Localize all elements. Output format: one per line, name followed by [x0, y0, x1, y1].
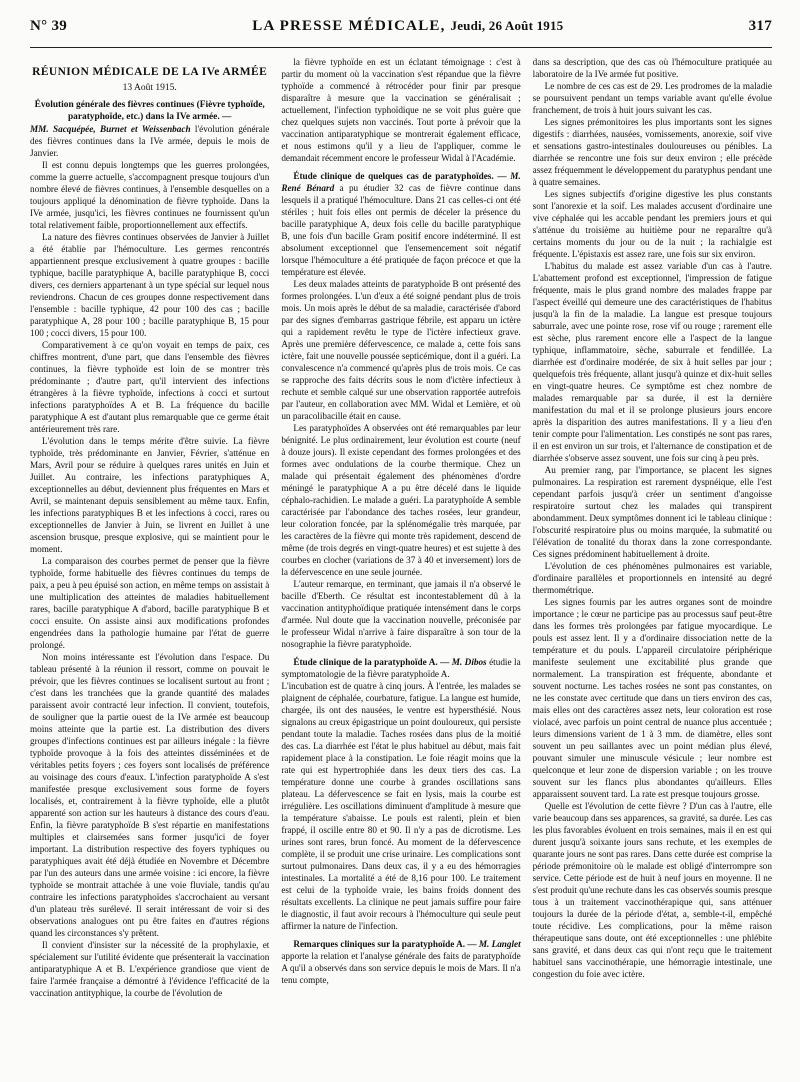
column-3	[533, 56, 772, 1074]
article-date: 13 Août 1915.	[122, 83, 177, 93]
section1-intro: l'évolution générale des fièvres continues dans la IVe armée, depuis le mois de Janvier.	[30, 124, 270, 158]
section4-heading-paragraph	[281, 938, 520, 986]
section2-body	[281, 278, 520, 650]
paragraph: Comparativement à ce qu'on voyait en temps de paix, ces chiffres montrent, d'une part, que dans l'ensemble des fièvres continues, la fièvre typhoïde est loin de se montrer très prédominante ; d'autre part, qu'il intervient des infections étrangères à la fièvre typhoïde, infections à cocci et surtout infections paratyphoïdes A et B. La fréquence du bacille paratyphique A est d'autant plus remarquable que ce germe était antérieurement très rare.	[30, 340, 270, 434]
paragraph: Non moins intéressante est l'évolution dans l'espace. Du tableau présenté à la réunion il ressort, comme on pouvait le prévoir, que les fièvres continues se localisent surtout au front ; c'est dans les tranchées que la grande quantité des malades paraissent avoir contracté leur infection. Il convient, toutefois, de souligner que la partie ouest de la IVe armée est beaucoup moins atteinte que la partie est. La distribution des divers groupes d'infections continues est par ailleurs inégale : la fièvre typhoïde provoque à la fois des atteintes disséminées et de véritables petits foyers ; ces foyers sont localisés de préférence au voisinage des cours d'eaux. L'infection paratyphoïde A s'est manifestée presque exclusivement sous forme de foyers localisés, et, contrairement à la fièvre typhoïde, elle a plutôt apparenté son action sur les hauteurs à distance des cours d'eau. Enfin, la fièvre paratyphoïde B s'est répartie en manifestations multiples et clairsemées sans former jusqu'ici de foyer important. La distribution respective des foyers typhiques ou paratyphiques avait été déjà étudiée en Novembre et Décembre par l'un des auteurs dans une armée voisine : ici encore, la fièvre typhoïde se montrait attachée à une voie fluviale, tandis qu'au contraire les infections paratyphoïdes s'accrochaient au versant d'un plateau très surélevé. Il serait intéressant de voir si des observations analogues ont pu être faites en d'autres régions quand les circonstances s'y prêtent.	[30, 652, 270, 938]
journal-title: LA PRESSE MÉDICALE,	[252, 18, 446, 34]
paragraph: Quelle est l'évolution de cette fièvre ? D'un cas à l'autre, elle varie beaucoup dans ses apparences, sa gravité, sa durée. Les cas les plus favorables évoluent en trois semaines, mais il en est qui durent jusqu'à soixante jours sans rechute, et les exemples de quarante jours ne sont pas rares. Dans cette durée est comprise la période prémonitoire où le malade est obligé d'interrompre son service. Cette période est de huit à neuf jours en moyenne. Il ne s'est produit qu'une rechute dans les cas observés soumis presque tous à un traitement vaccinothérapique qui, sans atténuer toujours la durée de la période d'état, a, semble-t-il, empêché toute récidive. Les complications, pour la même raison thérapeutique sans doute, ont été exceptionnelles : une phlébite sans gravité, et dans deux cas qui n'ont reçu que le traitement habituel sans vaccinothérapie, une hémorragie intestinale, une congestion du foie avec ictère.	[532, 801, 772, 979]
journal-title-line	[252, 18, 563, 35]
paragraph: L'évolution dans le temps mérite d'être suivie. La fièvre typhoïde, très prédominante en Janvier, Février, s'atténue en Mars, Avril pour se réduire à quelques rares unités en Juin et Juillet. Au contraire, les infections paratyphiques A, exceptionnelles au début, deviennent plus fréquentes en Mars et Avril, se maintenant depuis sensiblement au même taux. Enfin, les infections paratyphiques B et les infections à cocci, rares ou exceptionnelles de Janvier à Juin, se livrent en Juillet à une ascension brusque, presque explosive, qui se maintient pour le moment.	[30, 436, 270, 554]
paragraph: Il est connu depuis longtemps que les guerres prolongées, comme la guerre actuelle, s'accompagnent presque toujours d'un nombre élevé de fièvres continues, à l'ensemble desquelles on a toujours appliqué la dénomination de fièvre typhoïde. Dans la IVe armée, jusqu'ici, les fièvres continues ne fournissent qu'un total relativement faible, proportionnellement aux effectifs.	[30, 160, 270, 230]
column-3-body	[533, 56, 772, 980]
column-1	[30, 56, 269, 1074]
section4-lead: apporte la relation et l'analyse générale des faits de paratyphoïde A qu'il a observés dans son service depuis le mois de Mars. Il n'a tenu compte,	[281, 951, 521, 985]
paragraph: L'habitus du malade est assez variable d'un cas à l'autre. L'abattement profond est exceptionnel, l'impression de fatigue fréquente, mais le plus grand nombre des malades frappe par l'aspect éveillé qui demeure une des caractéristiques de l'habitus jusqu'à la fin de la maladie. La langue est presque toujours saburrale, avec une pointe rose, rose vif ou rouge ; rarement elle est sèche, plus rarement encore elle a l'aspect de la langue typhique, inflammatoire, sèche, saburrale et fendillée. La diarrhée est d'ordinaire modérée, de six à huit selles par jour ; quelquefois très fréquente, allant jusqu'à quinze et dix-huit selles en vingt-quatre heures. Ce symptôme est chez nombre de malades remarquable par sa durée, il est la dernière manifestation du mal et il se prolonge plusieurs jours encore après la disparition des autres manifestations. Il y a lieu d'en tenir compte pour l'alimentation. Les constipés ne sont pas rares, il en est environ un sur trois, et l'alternance de constipation et de diarrhée s'observe assez souvent, une fois sur cinq à peu près.	[532, 261, 772, 463]
page-number: 317	[748, 18, 772, 34]
section3-heading-paragraph	[281, 656, 520, 680]
column-2	[281, 56, 520, 1074]
section3-body	[281, 680, 520, 932]
section2-heading: Étude clinique de quelques cas de paratyphoïdes. —	[293, 171, 507, 181]
column-1-body	[30, 159, 269, 999]
section4-author: M. Langlet	[478, 939, 521, 949]
section3-heading: Étude clinique de la paratyphoïde A. —	[293, 657, 450, 667]
paragraph: Au premier rang, par l'importance, se placent les signes pulmonaires. La respiration est rarement dyspnéique, elle l'est cependant parfois jusqu'à créer un sentiment d'angoisse respiratoire surtout chez les malades qui transpirent abondamment. Deux symptômes donnent ici le tableau clinique : l'obscurité respiratoire plus ou moins marquée, la submatité ou l'élévation de tonalité du thorax dans la zone correspondante. Ces signes prédominent habituellement à droite.	[532, 465, 772, 559]
paragraph: Les signes subjectifs d'origine digestive les plus constants sont l'anorexie et la soif. Les malades accusent d'ordinaire une vive céphalée qui les accable pendant les premiers jours et qui s'atténue du troisième au huitième pour ne reparaître qu'à certains moments du jour ou de la nuit ; la rachialgie est fréquente. L'épistaxis est assez rare, une fois sur six environ.	[532, 189, 772, 259]
issue-number: N° 39	[30, 18, 68, 34]
paragraph: La comparaison des courbes permet de penser que la fièvre typhoïde, forme habituelle des fièvres continues du temps de paix, a peu à peu épuisé son action, en même temps on assistait à une multiplication des atteintes de maladies habituellement rares, bacille paratyphique A d'abord, bacille paratyphique B et cocci ensuite. On assiste ainsi aux modifications profondes engendrées dans la pathologie humaine par l'état de guerre prolongé.	[30, 556, 270, 650]
text-columns	[30, 56, 772, 1074]
section1-authors: MM. Sacquépée, Burnet et Weissenbach	[30, 124, 191, 134]
paragraph: L'évolution de ces phénomènes pulmonaires est variable, d'ordinaire parallèles et proportionnels en intensité au degré thermométrique.	[532, 561, 772, 595]
paragraph: dans sa description, que des cas où l'hémoculture pratiquée au laboratoire de la IVe armée fut positive.	[532, 57, 772, 79]
column-2-body	[281, 56, 520, 164]
section2-lead: a pu étudier 32 cas de fièvre continue dans lesquels il a pratiqué l'hémoculture. Dans 21 cas celles-ci ont été stériles ; huit fois elles ont permis de déceler la présence du bacille paratyphique A, deux fois celle du bacille paratyphique B, une fois d'un bacille Gram positif encore indéterminé. Il est absolument exceptionnel que l'ensemencement soit négatif lorsque l'hémoculture a été pratiquée de façon précoce et que la température est élevée.	[281, 183, 521, 277]
paragraph: Les paratyphoïdes A observées ont été remarquables par leur bénignité. Le plus ordinairement, leur évolution est courte (neuf à douze jours). Il existe cependant des formes prolongées et des formes avec ondulations de la courbe thermique. Chez un malade qui présentait également des phénomènes d'ordre méningé le paratyphique A a pu être décelé dans le liquide céphalo-rachidien. Le malade a guéri. La paratyphoïde A semble caractérisée par l'abondance des taches rosées, leur grandeur, leur coloration foncée, par la splénomégalie très marquée, par les caractères de la fièvre qui monte très rapidement, descend de même (de trois degrés en vingt-quatre heures) et est sujette à des courbes en clocher (variations de 37 à 40 et inversement) lors de la défervescence en une seule journée.	[281, 423, 521, 577]
section3-lead: étudie la symptomatologie de la fièvre paratyphoïde A.	[281, 657, 521, 679]
masthead	[30, 18, 772, 48]
paragraph: Les deux malades atteints de paratyphoïde B ont présenté des formes prolongées. L'un d'eux a été soigné pendant plus de trois mois. Un mois après le début de sa maladie, caractérisée d'abord par des signes d'embarras gastrique fébrile, est apparu un ictère qui a rapidement revêtu le type de l'ictère infectieux grave. Après une première défervescence, ce malade a, cette fois sans ictère, fait une nouvelle poussée septicémique, dont il a guéri. La convalescence n'a commencé qu'après plus de trois mois. Ce cas se rapproche des faits décrits sous le nom d'ictère infectieux à rechute et semble calqué sur une observation rapportée autrefois par l'auteur, en collaboration avec MM. Widal et Lemière, et où un paracolibacille était en cause.	[281, 279, 521, 421]
article-title: RÉUNION MÉDICALE DE LA IVe ARMÉE	[32, 66, 268, 78]
paragraph: Le nombre de ces cas est de 29. Les prodromes de la maladie se poursuivent pendant un temps variable avant qu'elle évolue franchement, de trois à huit jours suivant les cas.	[532, 81, 772, 115]
paragraph: L'auteur remarque, en terminant, que jamais il n'a observé le bacille d'Eberth. Ce résultat est incontestablement dû à la vaccination antityphoïdique pratiquée intensément dans le corps d'armée. Nul doute que la vaccination nouvelle, préconisée par le professeur Widal n'arrive à faire disparaître à son tour de la nosographie la fièvre paratyphoïde.	[281, 579, 521, 649]
paragraph: Il convient d'insister sur la nécessité de la prophylaxie, et spécialement sur l'utilité évidente que présenterait la vaccination antiparatyphique A et B. L'expérience grandiose que vient de faire l'armée française a démontré à l'évidence l'efficacité de la vaccination antityphique, la courbe de l'évolution de	[30, 940, 270, 998]
section1-heading: Évolution générale des fièvres continues (Fièvre typhoïde, paratyphoïde, etc.) dans la IVe armée. —	[34, 100, 265, 122]
issue-date: Jeudi, 26 Août 1915	[450, 18, 564, 33]
paragraph: Les signes prémonitoires les plus importants sont les signes digestifs : diarrhées, nausées, vomissements, anorexie, soif vive et sensations gastro-intestinales douloureuses ou pénibles. La diarrhée se rencontre une fois sur deux environ ; elle précède assez fréquemment le développement du paratyphus pendant une à quatre semaines.	[532, 117, 772, 187]
paragraph: la fièvre typhoïde en est un éclatant témoignage : c'est à partir du moment où la vaccination s'est répandue que la fièvre typhoïde a commencé à rétrocéder pour finir par presque disparaître à mesure que la vaccination se généralisait ; actuellement, l'infection typhoïdique ne se voit plus guère que chez quelques sujets non vaccinés. Tout porte à prévoir que la vaccination antiparatyphique se montrerait également efficace, et nous estimons qu'il y a lieu de l'appliquer, comme le demandait récemment encore le professeur Widal à l'Académie.	[281, 57, 521, 163]
section2-author: M. René Bénard	[281, 171, 521, 193]
section1-intro-paragraph	[30, 123, 269, 159]
paragraph: L'incubation est de quatre à cinq jours. À l'entrée, les malades se plaignent de céphalée, courbature, fatigue. La langue est humide, chargée, ils ont des nausées, le ventre est hypersthésié. Nous signalons au creux épigastrique un point douloureux, qui persiste pendant toute la maladie. Taches rosées dans plus de la moitié des cas. La diarrhée est l'état le plus habituel au début, mais fait rapidement place à la constipation. Le foie réagit moins que la rate qui est hypertrophiée dans les deux tiers des cas. La température donne une courbe à grandes oscillations sans plateau. La défervescence se fait en lysis, mais la courbe est irrégulière. Les oscillations diminuent d'amplitude à mesure que la température s'abaisse. Le pouls est ralenti, plein et bien frappé, il oscille entre 80 et 90. Il n'y a pas de dicrotisme. Les urines sont rares, brun foncé. Au moment de la défervescence complète, il se produit une crise urinaire. Les complications sont surtout pulmonaires. Dans deux cas, il y a eu des hémorragies intestinales. La mortalité a été de 8,16 pour 100. Le traitement est celui de la typhoïde vraie, les bains froids donnent des résultats excellents. La clinique ne peut jamais suffire pour faire le diagnostic, il faut avoir recours à l'hémoculture qui seule peut affirmer la nature de l'infection.	[281, 681, 521, 931]
section2-heading-paragraph	[281, 170, 520, 278]
paragraph: La nature des fièvres continues observées de Janvier à Juillet a été établie par l'hémoculture. Les germes rencontrés appartiennent presque exclusivement à quatre groupes : bacille typhique, bacille paratyphique A, bacille paratyphique B, cocci divers, ces derniers appartenant à un type spécial sur lequel nous reviendrons. Chacun de ces groupes donne respectivement dans l'ensemble : bacille typhique, 42 pour 100 des cas ; bacille paratyphique A, 28 pour 100 ; bacille paratyphique B, 15 pour 100 ; cocci divers, 15 pour 100.	[30, 232, 270, 338]
section3-author: M. Dibos	[451, 657, 487, 667]
paragraph: Les signes fournis par les autres organes sont de moindre importance ; le cœur ne participe pas au processus sauf peut-être dans les formes très prolongées par fatigue myocardique. Le pouls est assez lent. Il y a d'ordinaire dissociation nette de la température et du pouls. L'appareil circulatoire périphérique manifeste seulement une excitabilité plus grande que normalement. La transpiration est fréquente, abondante et souvent nocturne. Les taches rosées ne sont pas constantes, on ne les constate avec certitude que dans un tiers environ des cas, mais elles ont des caractères assez nets, leur coloration est rose violacé, avec parfois un point central de nuance plus accentuée ; leurs dimensions varient de 1 à 3 mm. de diamètre, elles sont souvent un peu saillantes avec un point médian plus élevé, pouvant simuler une minuscule vésicule ; leur nombre est quelconque et leur zone de dispersion variable ; on les trouve souvent sur les flancs plus abondantes qu'ailleurs. Elles apparaissent souvent tard. La rate est presque toujours grosse.	[532, 597, 772, 799]
section4-heading: Remarques cliniques sur la paratyphoïde A. —	[293, 939, 477, 949]
